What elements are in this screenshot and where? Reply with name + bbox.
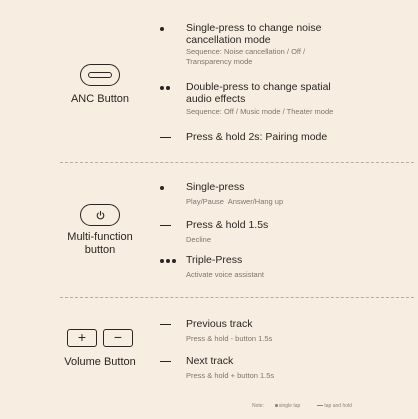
multi-item-2-sub: Decline xyxy=(186,235,212,244)
volume-item-1-title: Previous track xyxy=(186,318,253,330)
single-press-icon xyxy=(160,181,180,194)
anc-button-group xyxy=(40,64,160,106)
divider xyxy=(60,297,414,298)
volume-minus-icon: − xyxy=(103,329,133,347)
volume-item-1-sub: Press & hold - button 1.5s xyxy=(186,334,273,343)
multi-item-3-sub: Activate voice assistant xyxy=(186,270,264,279)
note-tap-hold-label: tap and hold xyxy=(324,403,352,409)
multi-item-3-title: Triple-Press xyxy=(186,254,243,266)
volume-item-2-sub: Press & hold + button 1.5s xyxy=(186,371,275,380)
volume-plus-icon: + xyxy=(67,329,97,347)
double-press-icon xyxy=(160,81,180,94)
anc-item-2-title: Double-press to change spatial audio effects xyxy=(186,81,331,105)
hold-icon xyxy=(160,355,180,368)
multi-item-1-title: Single-press xyxy=(186,181,245,193)
volume-button-caption: Volume Button xyxy=(64,356,136,368)
hold-icon xyxy=(160,131,180,144)
anc-button-icon xyxy=(80,64,120,86)
hold-icon xyxy=(160,318,180,331)
divider xyxy=(60,162,414,163)
multi-item-2-title: Press & hold 1.5s xyxy=(186,219,269,231)
anc-button-caption: ANC Button xyxy=(70,93,130,105)
note-single-tap xyxy=(275,403,300,409)
volume-item-2-title: Next track xyxy=(186,355,234,367)
single-tap-icon xyxy=(275,404,278,407)
multi-item-1-sub: Play/Pause Answer/Hang up xyxy=(186,197,284,206)
hold-icon xyxy=(160,219,180,232)
multifunction-button-caption: Multi-function button xyxy=(67,231,133,256)
volume-buttons xyxy=(40,329,160,347)
note-single-tap-label: single tap xyxy=(278,403,301,409)
note-label: Note: xyxy=(252,403,264,409)
anc-item-1-sub: Sequence: Noise cancellation / Off / Transparency mode xyxy=(186,47,306,66)
triple-press-icon xyxy=(160,254,180,267)
single-press-icon xyxy=(160,22,180,35)
power-icon xyxy=(80,204,120,226)
anc-item-1-title: Single-press to change noise cancellation mode xyxy=(186,22,322,46)
volume-button-group xyxy=(40,329,160,369)
anc-item-2-sub: Sequence: Off / Music mode / Theater mode xyxy=(186,107,334,116)
tap-hold-icon xyxy=(317,405,323,406)
note-tap-hold xyxy=(317,403,352,409)
multifunction-button-group xyxy=(40,204,160,257)
anc-item-3-title: Press & hold 2s: Pairing mode xyxy=(186,131,328,143)
